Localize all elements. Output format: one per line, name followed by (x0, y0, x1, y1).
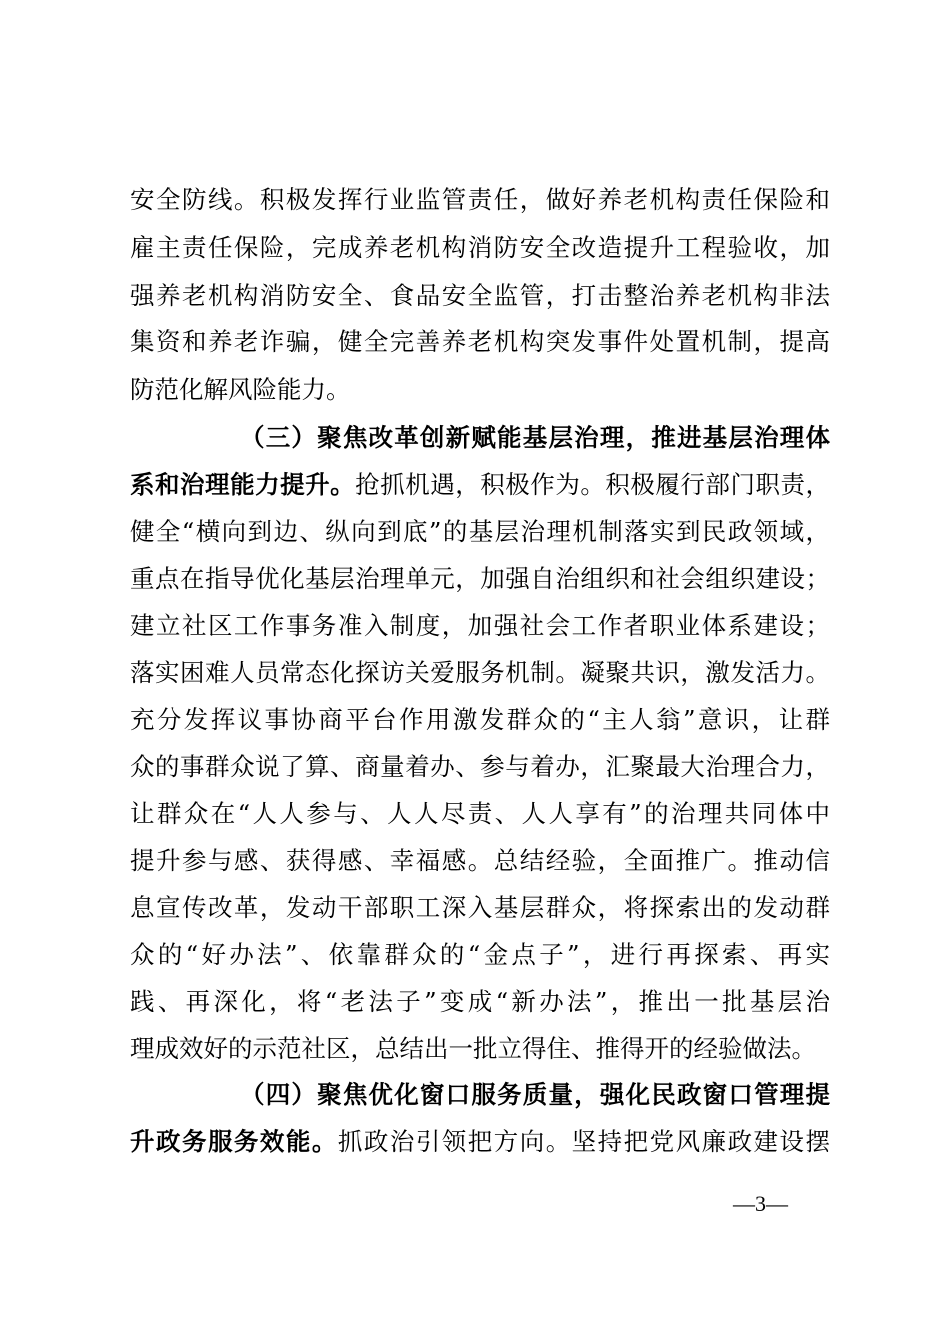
section-heading-4-tail: 升政务服务效能。 (130, 1127, 338, 1156)
text-line: 健全“横向到边、纵向到底”的基层治理机制落实到民政领域， (130, 517, 830, 546)
text-line: 众的事群众说了算、商量着办、参与着办，汇聚最大治理合力， (130, 752, 830, 781)
text-line: 建立社区工作事务准入制度，加强社会工作者职业体系建设； (130, 611, 830, 640)
section-heading-3: （三）聚焦改革创新赋能基层治理，推进基层治理体 (240, 423, 830, 452)
text-line: 雇主责任保险，完成养老机构消防安全改造提升工程验收，加 (130, 233, 830, 262)
text-line: 理成效好的示范社区，总结出一批立得住、推得开的经验做法。 (130, 1034, 816, 1063)
text-run: 抓政治引领把方向。坚持把党风廉政建设摆 (337, 1127, 831, 1156)
section-heading-4: （四）聚焦优化窗口服务质量，强化民政窗口管理提 (240, 1080, 830, 1109)
text-line: 充分发挥议事协商平台作用激发群众的“主人翁”意识，让群 (130, 705, 830, 734)
text-line: 重点在指导优化基层治理单元，加强自治组织和社会组织建设； (130, 564, 830, 593)
text-line: 防范化解风险能力。 (130, 375, 351, 404)
text-line: 安全防线。积极发挥行业监管责任，做好养老机构责任保险和 (130, 185, 830, 214)
text-line: 落实困难人员常态化探访关爱服务机制。凝聚共识，激发活力。 (130, 658, 830, 687)
text-line-mixed (130, 1125, 830, 1159)
text-line: 践、再深化，将“老法子”变成“新办法”，推出一批基层治 (130, 987, 830, 1016)
section-heading-3-tail: 系和治理能力提升。 (130, 470, 356, 499)
text-line: 让群众在“人人参与、人人尽责、人人享有”的治理共同体中 (130, 799, 830, 828)
text-line-mixed (130, 468, 830, 502)
text-run: 抢抓机遇，积极作为。积极履行部门职责， (355, 470, 831, 499)
text-line: 强养老机构消防安全、食品安全监管，打击整治养老机构非法 (130, 281, 830, 310)
page-number: —3— (733, 1191, 788, 1216)
text-line: 提升参与感、获得感、幸福感。总结经验，全面推广。推动信 (130, 846, 830, 875)
text-line: 众的“好办法”、依靠群众的“金点子”，进行再探索、再实 (130, 940, 830, 969)
text-line: 息宣传改革，发动干部职工深入基层群众，将探索出的发动群 (130, 893, 830, 922)
text-line: 集资和养老诈骗，健全完善养老机构突发事件处置机制，提高 (130, 327, 830, 356)
